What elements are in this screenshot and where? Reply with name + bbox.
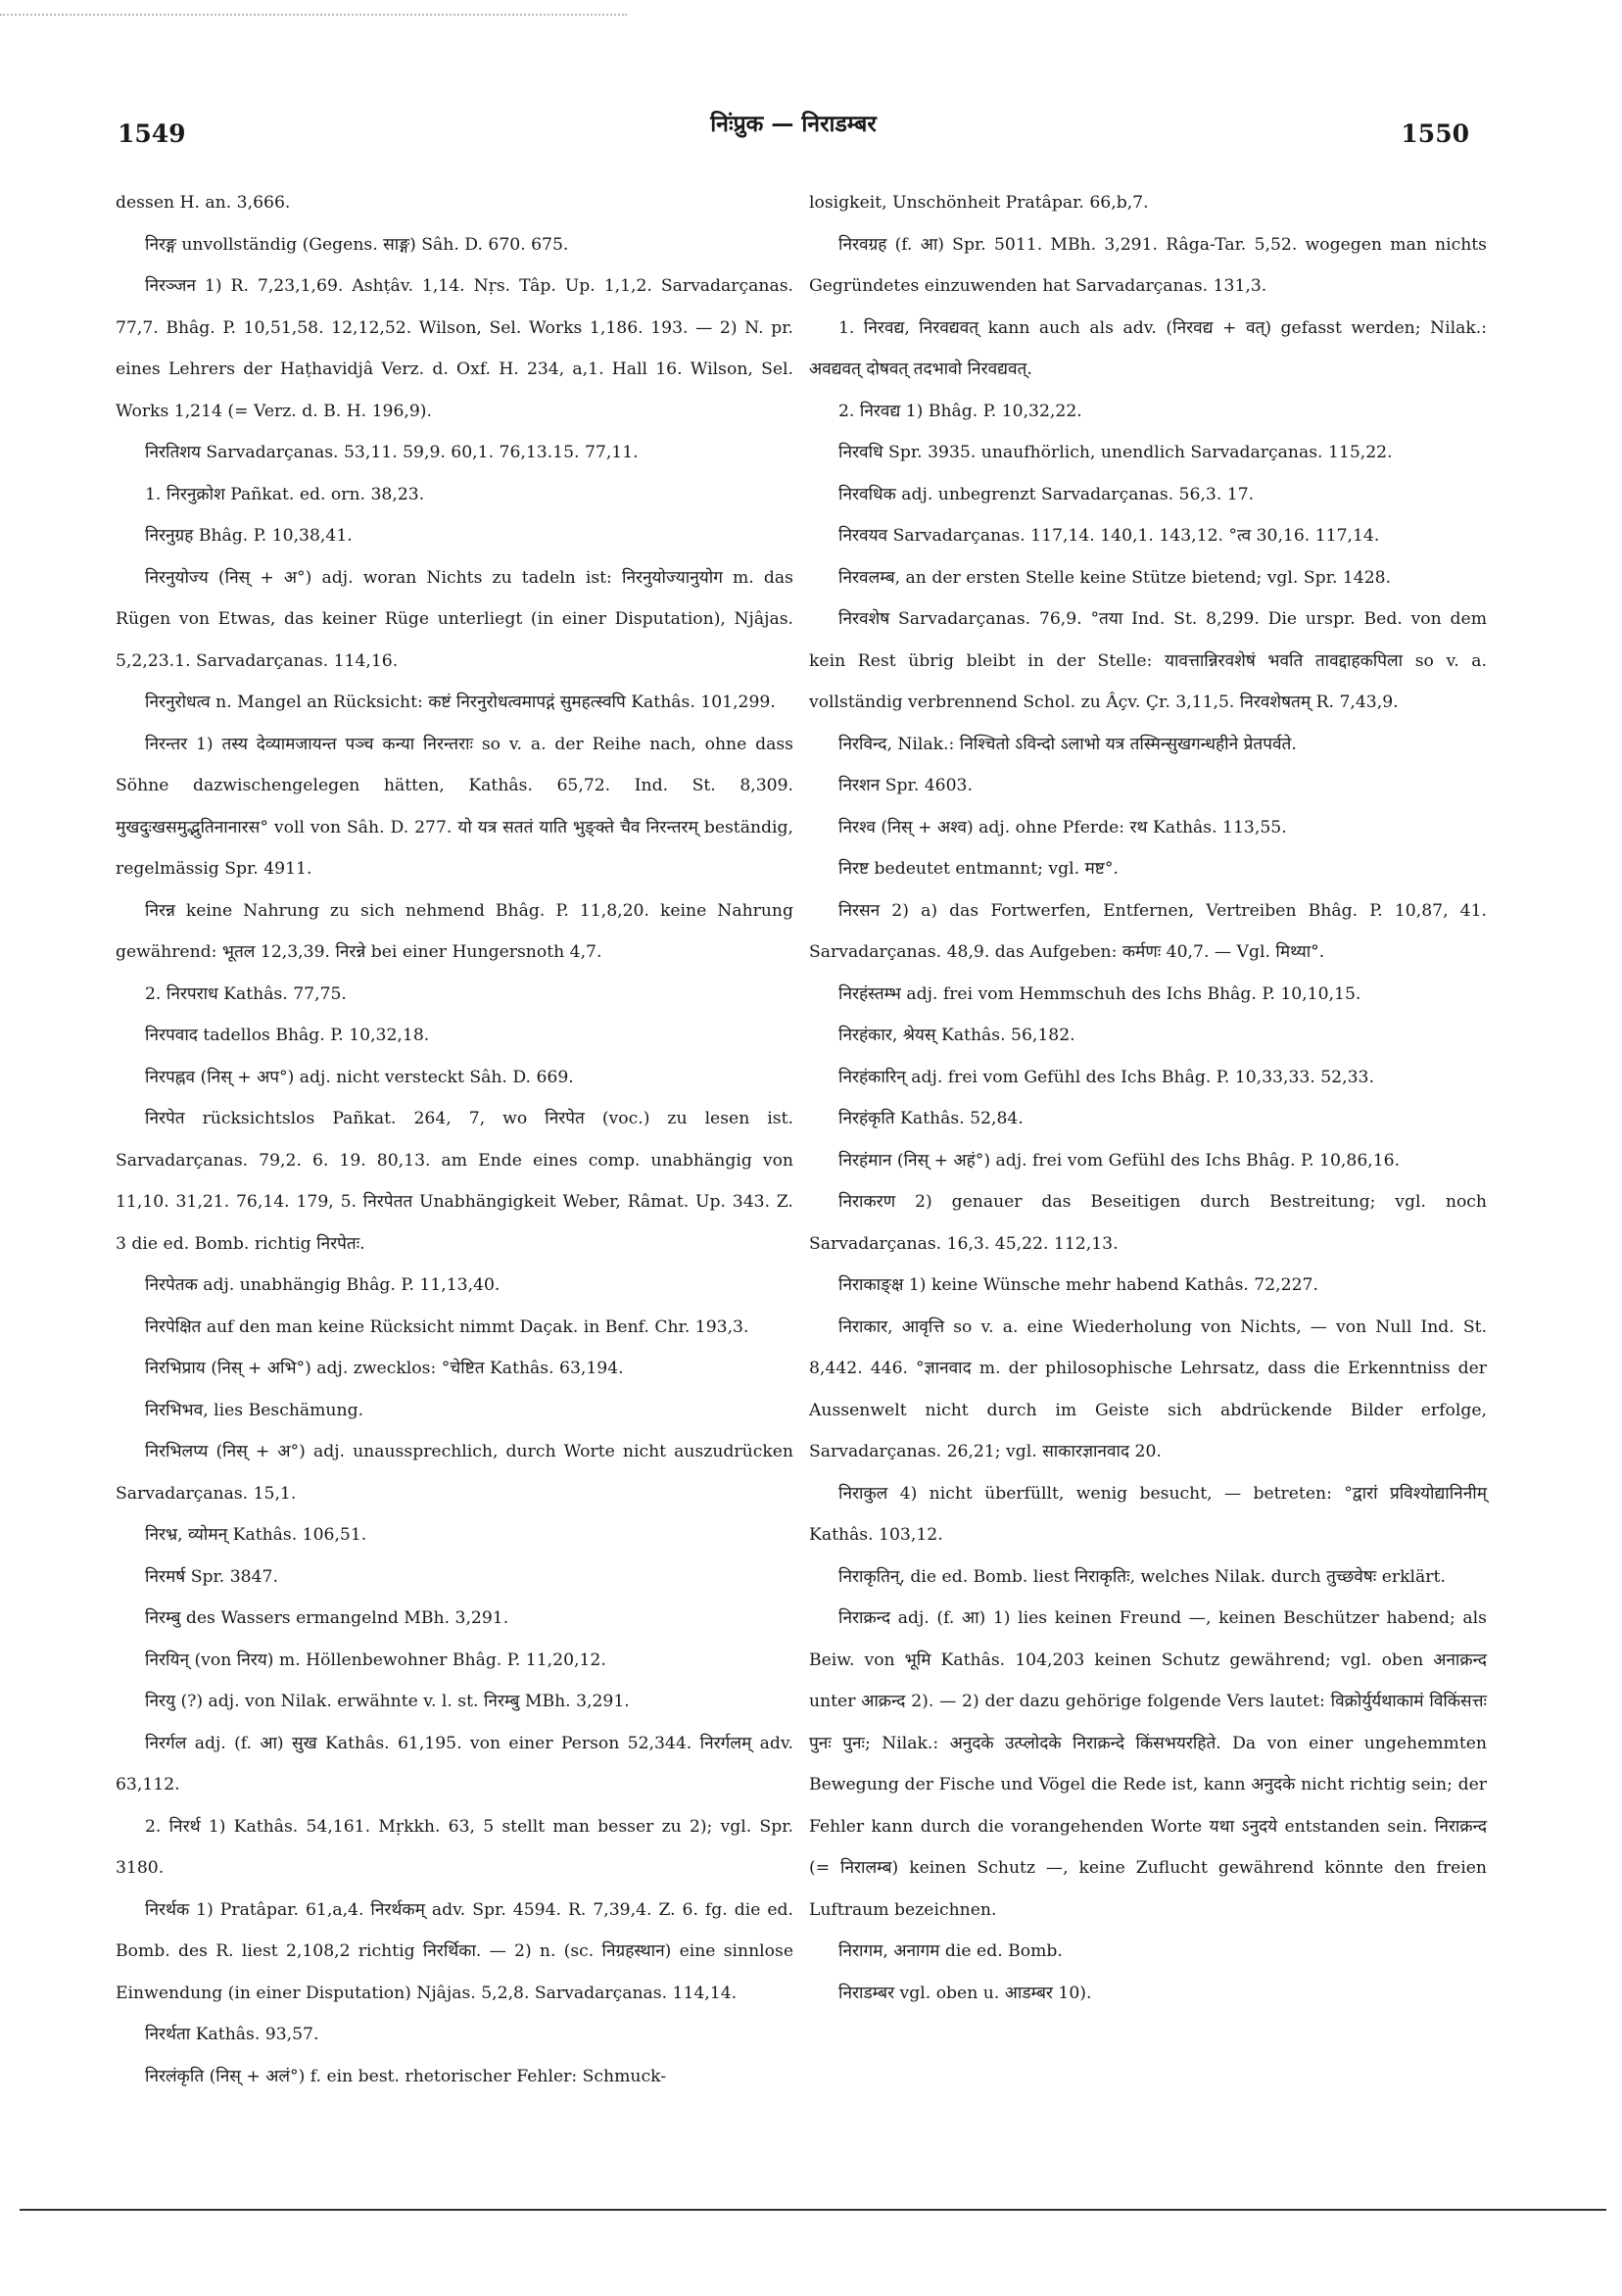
dictionary-entry: निरवयव Sarvadarçanas. 117,14. 140,1. 143,12. °त्व 30,16. 117,14. xyxy=(838,526,1380,546)
dictionary-entry: 1. निरनुक्रोश Pañkat. ed. orn. 38,23. xyxy=(145,484,425,504)
dictionary-entry: निराडम्बर vgl. oben u. आडम्बर 10). xyxy=(838,1983,1092,2003)
dictionary-entry: निरनुग्रह Bhâg. P. 10,38,41. xyxy=(145,526,353,546)
dictionary-entry: निरम्बु des Wassers ermangelnd MBh. 3,291. xyxy=(145,1608,509,1628)
dictionary-entry: निरभ्र, व्योमन् Kathâs. 106,51. xyxy=(145,1525,367,1545)
page-number-left: 1549 xyxy=(118,120,186,148)
dictionary-entry: निरन्तर 1) तस्य देव्यामजायन्त पञ्च कन्या निरन्तराः so v. a. der Reihe nach, ohne dass Söhne dazwischengelegen hätten, Kathâs. 65,72. Ind. St. 8,309. मुखदुःखसमुद्भुतिनानारस° voll von Sâh. D. 277. यो यत्र सततं याति भुङ्क्ते चैव निरन्तरम् beständig, regelmässig Spr. 4911. xyxy=(116,734,793,879)
dictionary-entry: निराकरण 2) genauer das Beseitigen durch Bestreitung; vgl. noch Sarvadarçanas. 16,3. 45,22. 112,13. xyxy=(809,1192,1487,1254)
dictionary-entry: 2. निरवद्य 1) Bhâg. P. 10,32,22. xyxy=(838,401,1082,421)
dictionary-entry: निरपेतक adj. unabhängig Bhâg. P. 11,13,40. xyxy=(145,1275,501,1295)
dictionary-entry: निरङ्ग unvollständig (Gegens. साङ्ग) Sâh. D. 670. 675. xyxy=(145,234,569,255)
running-title: निःंप्रुक — निराडम्बर xyxy=(710,112,877,137)
dictionary-entry: निरष्ट bedeutet entmannt; vgl. मष्ट°. xyxy=(838,859,1119,879)
footer-rule xyxy=(20,2209,1606,2211)
dictionary-entry: निराकाङ्क्ष 1) keine Wünsche mehr habend Kathâs. 72,227. xyxy=(838,1275,1318,1295)
dictionary-entry: निरपेक्षित auf den man keine Rücksicht nimmt Daçak. in Benf. Chr. 193,3. xyxy=(145,1316,749,1337)
dictionary-entry: निरयिन् (von निरय) m. Höllenbewohner Bhâg. P. 11,20,12. xyxy=(145,1650,606,1670)
dictionary-entry: निरविन्द, Nilak.: निश्चितो ऽविन्दो ऽलाभो यत्र तस्मिन्सुखगन्धहीने प्रेतपर्वते. xyxy=(838,734,1297,754)
dictionary-entry: निरहंकारिन् adj. frei vom Gefühl des Ichs Bhâg. P. 10,33,33. 52,33. xyxy=(838,1067,1374,1087)
dictionary-entry: निरर्थक 1) Pratâpar. 61,a,4. निरर्थकम् adv. Spr. 4594. R. 7,39,4. Z. 6. fg. die ed. Bomb. des R. liest 2,108,2 richtig निरर्थिका. — 2) n. (sc. निग्रहस्थान) eine sinnlose Einwendung (in einer Disputation) Njâjas. 5,2,8. Sarvadarçanas. 114,14. xyxy=(116,1899,793,2003)
right-column xyxy=(809,182,1487,2014)
dictionary-entry: 2. निरपराध Kathâs. 77,75. xyxy=(145,983,347,1004)
continued-entry: dessen H. an. 3,666. xyxy=(116,193,291,213)
dictionary-entry: निरनुयोज्य (निस् + अ°) adj. woran Nichts zu tadeln ist: निरनुयोज्यानुयोग m. das Rügen von Etwas, das keiner Rüge unterliegt (in einer Disputation), Njâjas. 5,2,23.1. Sarvadarçanas. 114,16. xyxy=(116,567,793,671)
dictionary-entry: निरहंकार, श्रेयस् Kathâs. 56,182. xyxy=(838,1026,1075,1045)
dictionary-entry: निरवधि Spr. 3935. unaufhörlich, unendlich Sarvadarçanas. 115,22. xyxy=(838,443,1393,462)
dictionary-entry: निरन्न keine Nahrung zu sich nehmend Bhâg. P. 11,8,20. keine Nahrung gewährend: भूतल 12,3,39. निरन्ने bei einer Hungersnoth 4,7. xyxy=(116,900,793,962)
dictionary-entry: निरश्व (निस् + अश्व) adj. ohne Pferde: रथ Kathâs. 113,55. xyxy=(838,817,1287,837)
dictionary-entry: निराकार, आवृत्ति so v. a. eine Wiederholung von Nichts, — von Null Ind. St. 8,442. 446. °ज्ञानवाद m. der philosophische Lehrsatz, dass die Erkenntniss der Aussenwelt nicht durch im Geiste sich abdrückende Bilder erfolge, Sarvadarçanas. 26,21; vgl. साकारज्ञानवाद 20. xyxy=(809,1316,1487,1461)
continued-entry: losigkeit, Unschönheit Pratâpar. 66,b,7. xyxy=(809,193,1149,213)
dictionary-entry: निरञ्जन 1) R. 7,23,1,69. Ashṭâv. 1,14. Nṛs. Tâp. Up. 1,1,2. Sarvadarçanas. 77,7. Bhâg. P. 10,51,58. 12,12,52. Wilson, Sel. Works 1,186. 193. — 2) N. pr. eines Lehrers der Haṭhavidjâ Verz. d. Oxf. H. 234, a,1. Hall 16. Wilson, Sel. Works 1,214 (= Verz. d. B. H. 196,9). xyxy=(116,276,793,421)
dictionary-entry: निरर्गल adj. (f. आ) सुख Kathâs. 61,195. von einer Person 52,344. निरर्गलम् adv. 63,112. xyxy=(116,1733,793,1794)
dictionary-entry: निरभिप्राय (निस् + अभि°) adj. zwecklos: °चेष्टित Kathâs. 63,194. xyxy=(145,1359,624,1378)
dictionary-entry: निरयु (?) adj. von Nilak. erwähnte v. l. st. निरम्बु MBh. 3,291. xyxy=(145,1692,630,1711)
dictionary-entry: निरनुरोधत्व n. Mangel an Rücksicht: कष्टं निरनुरोधत्वमापद्गं सुमहत्स्वपि Kathâs. 101,299. xyxy=(145,693,776,712)
page-header xyxy=(118,114,1469,163)
dictionary-entry: निराकृतिन्, die ed. Bomb. liest निराकृतिः, welches Nilak. durch तुच्छवेषः erklärt. xyxy=(838,1566,1446,1587)
page-number-right: 1550 xyxy=(1401,120,1469,148)
dictionary-entry: निरवग्रह (f. आ) Spr. 5011. MBh. 3,291. Râga-Tar. 5,52. wogegen man nichts Gegründetes einzuwenden hat Sarvadarçanas. 131,3. xyxy=(809,234,1487,296)
dictionary-entry: निरवलम्ब, an der ersten Stelle keine Stütze bietend; vgl. Spr. 1428. xyxy=(838,567,1392,588)
dictionary-entry: निरलंकृति (निस् + अलं°) f. ein best. rhetorischer Fehler: Schmuck- xyxy=(145,2066,667,2086)
dictionary-entry: निरागम, अनागम die ed. Bomb. xyxy=(838,1941,1063,1961)
dictionary-entry: निरहंमान (निस् + अहं°) adj. frei vom Gefühl des Ichs Bhâg. P. 10,86,16. xyxy=(838,1150,1401,1171)
dictionary-entry: निरहंकृति Kathâs. 52,84. xyxy=(838,1109,1024,1128)
dictionary-entry: निराकुल 4) nicht überfüllt, wenig besucht, — betreten: °द्वारां प्रविश्योद्यानिनीम् Kathâs. 103,12. xyxy=(809,1483,1487,1545)
dictionary-entry: 2. निरर्थ 1) Kathâs. 54,161. Mṛkkh. 63, 5 stellt man besser zu 2); vgl. Spr. 3180. xyxy=(116,1816,793,1878)
dictionary-entry: निरवधिक adj. unbegrenzt Sarvadarçanas. 56,3. 17. xyxy=(838,484,1255,504)
dictionary-entry: निरतिशय Sarvadarçanas. 53,11. 59,9. 60,1. 76,13.15. 77,11. xyxy=(145,443,639,462)
dictionary-entry: निरपेत rücksichtslos Pañkat. 264, 7, wo निरपेत (voc.) zu lesen ist. Sarvadarçanas. 79,2. 6. 19. 80,13. am Ende eines comp. unabhängig von 11,10. 31,21. 76,14. 179, 5. निरपेतत Unabhängigkeit Weber, Râmat. Up. 343. Z. 3 die ed. Bomb. richtig निरपेतः. xyxy=(116,1109,793,1254)
dictionary-entry: 1. निरवद्य, निरवद्यवत् kann auch als adv. (निरवद्य + वत्) gefasst werden; Nilak.: अवद्यवत् दोषवत् तदभावो निरवद्यवत्. xyxy=(809,317,1487,379)
dictionary-entry: निरपह्नव (निस् + अप°) adj. nicht versteckt Sâh. D. 669. xyxy=(145,1067,574,1087)
dictionary-entry: निरपवाद tadellos Bhâg. P. 10,32,18. xyxy=(145,1026,430,1045)
dictionary-entry: निरमर्ष Spr. 3847. xyxy=(145,1566,278,1587)
dictionary-entry: निरवशेष Sarvadarçanas. 76,9. °तया Ind. St. 8,299. Die urspr. Bed. von dem kein Rest übrig bleibt in der Stelle: यावत्तान्निरवशेषं भवति तावद्दाहकपिला so v. a. vollständig verbrennend Schol. zu Âçv. Çr. 3,11,5. निरवशेषतम् R. 7,43,9. xyxy=(809,609,1487,712)
dictionary-entry: निरहंस्तम्भ adj. frei vom Hemmschuh des Ichs Bhâg. P. 10,10,15. xyxy=(838,983,1361,1004)
dictionary-entry: निरशन Spr. 4603. xyxy=(838,776,973,795)
dictionary-entry: निरभिभव, lies Beschämung. xyxy=(145,1400,364,1420)
scan-top-edge xyxy=(0,14,627,16)
dictionary-entry: निरर्थता Kathâs. 93,57. xyxy=(145,2025,319,2044)
left-column xyxy=(116,182,793,2097)
dictionary-entry: निरभिलप्य (निस् + अ°) adj. unaussprechlich, durch Worte nicht auszudrücken Sarvadarçanas. 15,1. xyxy=(116,1442,793,1504)
dictionary-entry: निराक्रन्द adj. (f. आ) 1) lies keinen Freund —, keinen Beschützer habend; als Beiw. von भूमि Kathâs. 104,203 keinen Schutz gewährend; vgl. oben अनाक्रन्द unter आक्रन्द 2). — 2) der dazu gehörige folgende Vers lautet: विक्रोर्युर्यथाकामं विकिंसत्तः पुनः पुनः; Nilak.: अनुदके उत्प्लोदके निराक्रन्दे किंसभयरहिते. Da von einer ungehemmten Bewegung der Fische und Vögel die Rede ist, kann अनुदके nicht richtig sein; der Fehler kann durch die vorangehenden Worte यथा ऽनुदये entstanden sein. निराक्रन्द (= निरालम्ब) keinen Schutz —, keine Zuflucht gewährend könnte den freien Luftraum bezeichnen. xyxy=(809,1608,1487,1920)
dictionary-entry: निरसन 2) a) das Fortwerfen, Entfernen, Vertreiben Bhâg. P. 10,87, 41. Sarvadarçanas. 48,9. das Aufgeben: कर्मणः 40,7. — Vgl. मिथ्या°. xyxy=(809,900,1487,962)
